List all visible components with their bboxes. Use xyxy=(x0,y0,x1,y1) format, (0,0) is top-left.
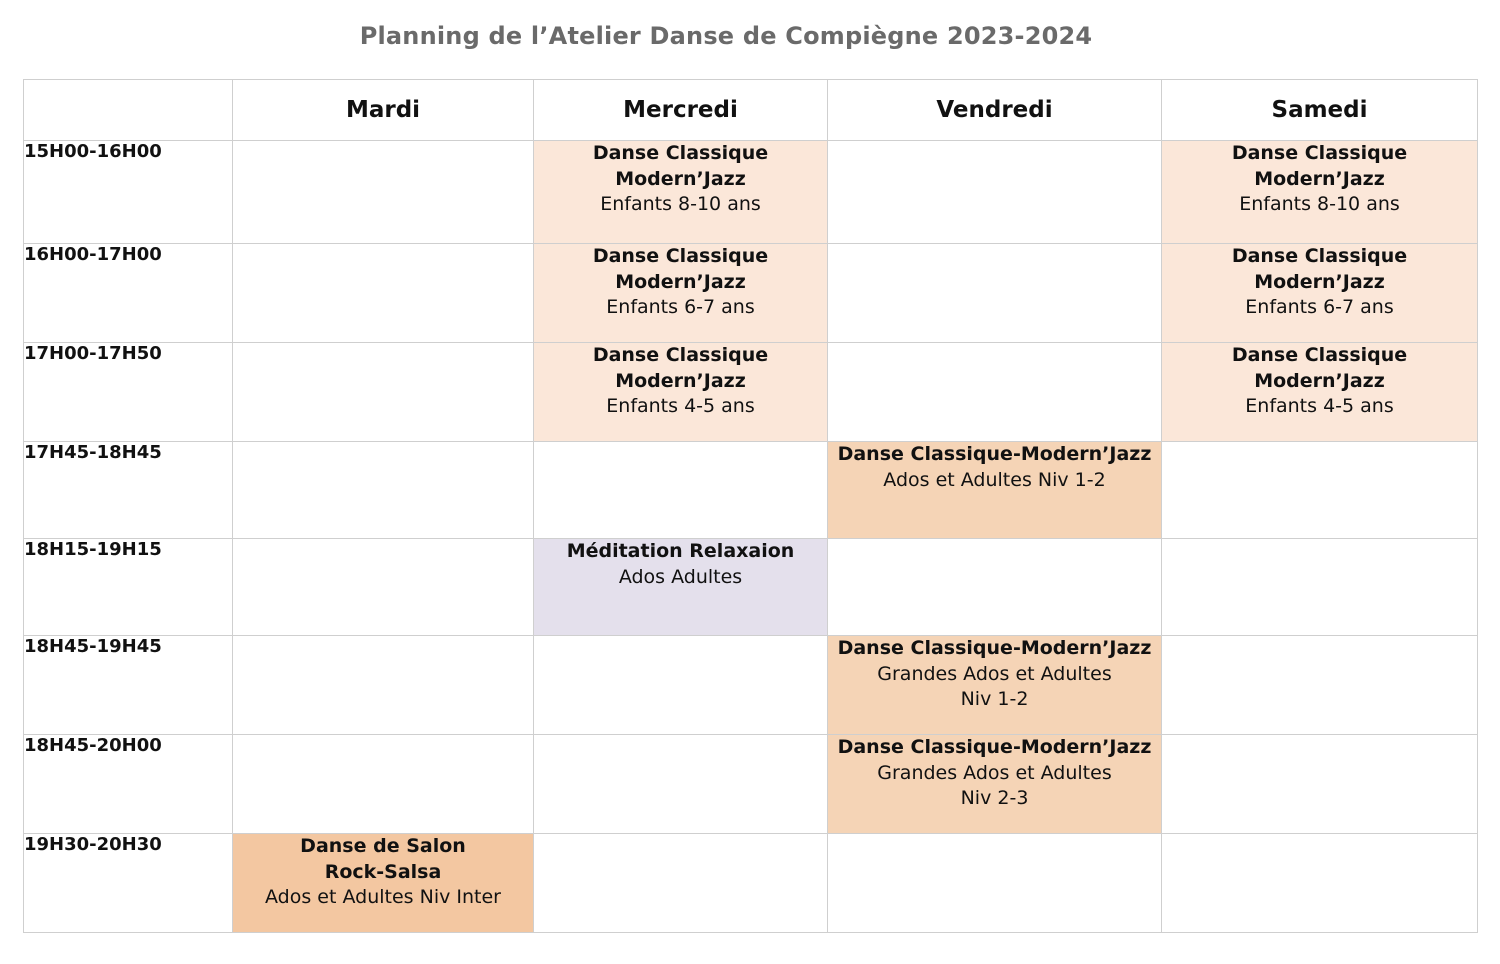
class-audience: Grandes Ados et Adultes xyxy=(877,761,1112,784)
day-header: Mercredi xyxy=(534,80,828,141)
day-header: Vendredi xyxy=(828,80,1162,141)
class-cell xyxy=(828,636,1162,735)
class-cell-empty xyxy=(233,442,534,539)
class-cell-empty xyxy=(1162,735,1478,834)
class-cell-empty xyxy=(233,735,534,834)
class-name: Danse Classique xyxy=(592,344,769,366)
class-cell-empty xyxy=(534,834,828,933)
table-row xyxy=(24,636,1478,735)
table-row xyxy=(24,442,1478,539)
class-cell xyxy=(233,834,534,933)
class-cell-empty xyxy=(534,442,828,539)
class-cell-empty xyxy=(233,244,534,343)
class-cell-empty xyxy=(1162,636,1478,735)
time-slot: 15H00-16H00 xyxy=(24,141,233,244)
class-name: Danse Classique-Modern’Jazz xyxy=(837,736,1152,758)
class-cell xyxy=(534,244,828,343)
time-slot: 17H45-18H45 xyxy=(24,442,233,539)
class-audience: Enfants 4-5 ans xyxy=(606,395,755,417)
class-cell-empty xyxy=(1162,539,1478,636)
class-style: Modern’Jazz xyxy=(1254,369,1385,392)
time-slot: 18H45-20H00 xyxy=(24,735,233,834)
class-audience: Grandes Ados et Adultes xyxy=(877,662,1112,685)
class-cell-empty xyxy=(233,141,534,244)
day-header: Mardi xyxy=(233,80,534,141)
table-row xyxy=(24,244,1478,343)
class-style: Modern’Jazz xyxy=(1254,167,1385,190)
class-cell xyxy=(1162,244,1478,343)
class-audience: Ados Adultes xyxy=(618,565,743,588)
time-slot: 17H00-17H50 xyxy=(24,343,233,442)
table-row xyxy=(24,343,1478,442)
class-cell-empty xyxy=(233,539,534,636)
class-cell xyxy=(534,343,828,442)
class-cell-empty xyxy=(828,539,1162,636)
class-cell xyxy=(1162,343,1478,442)
class-cell-empty xyxy=(233,636,534,735)
class-audience: Ados et Adultes Niv 1-2 xyxy=(883,468,1106,491)
day-header: Samedi xyxy=(1162,80,1478,141)
table-row xyxy=(24,834,1478,933)
class-cell xyxy=(828,735,1162,834)
class-name: Danse Classique xyxy=(592,142,769,164)
class-cell xyxy=(828,442,1162,539)
class-audience: Enfants 4-5 ans xyxy=(1245,395,1394,417)
class-style: Rock-Salsa xyxy=(324,860,442,883)
class-cell-empty xyxy=(828,141,1162,244)
time-slot: 18H15-19H15 xyxy=(24,539,233,636)
table-row xyxy=(24,735,1478,834)
page-title: Planning de l’Atelier Danse de Compiègne 2023-2024 xyxy=(359,22,1093,50)
class-audience: Ados et Adultes Niv Inter xyxy=(265,886,501,908)
class-style: Modern’Jazz xyxy=(1254,270,1385,293)
class-name: Danse Classique-Modern’Jazz xyxy=(837,637,1152,659)
class-cell-empty xyxy=(828,834,1162,933)
class-audience: Enfants 8-10 ans xyxy=(1239,193,1400,215)
class-level: Niv 2-3 xyxy=(960,787,1029,809)
class-style: Modern’Jazz xyxy=(615,270,746,293)
class-cell xyxy=(534,539,828,636)
class-style: Modern’Jazz xyxy=(615,167,746,190)
class-cell xyxy=(1162,141,1478,244)
class-cell-empty xyxy=(1162,834,1478,933)
header-row xyxy=(24,80,1478,141)
class-name: Danse de Salon xyxy=(300,835,466,857)
class-name: Danse Classique-Modern’Jazz xyxy=(837,443,1152,465)
class-cell xyxy=(534,141,828,244)
header-time-corner xyxy=(24,80,233,141)
class-audience: Enfants 6-7 ans xyxy=(1245,296,1394,318)
table-row xyxy=(24,539,1478,636)
class-cell-empty xyxy=(233,343,534,442)
table-row xyxy=(24,141,1478,244)
class-name: Danse Classique xyxy=(592,245,769,267)
class-cell-empty xyxy=(828,244,1162,343)
time-slot: 16H00-17H00 xyxy=(24,244,233,343)
class-name: Danse Classique xyxy=(1231,142,1408,164)
schedule-table xyxy=(23,79,1478,933)
time-slot: 19H30-20H30 xyxy=(24,834,233,933)
class-cell-empty xyxy=(1162,442,1478,539)
time-slot: 18H45-19H45 xyxy=(24,636,233,735)
class-level: Niv 1-2 xyxy=(960,688,1029,710)
class-audience: Enfants 8-10 ans xyxy=(600,193,761,215)
class-cell-empty xyxy=(828,343,1162,442)
class-audience: Enfants 6-7 ans xyxy=(606,296,755,318)
class-name: Méditation Relaxaion xyxy=(566,540,795,562)
class-name: Danse Classique xyxy=(1231,245,1408,267)
class-cell-empty xyxy=(534,636,828,735)
class-name: Danse Classique xyxy=(1231,344,1408,366)
class-cell-empty xyxy=(534,735,828,834)
class-style: Modern’Jazz xyxy=(615,369,746,392)
